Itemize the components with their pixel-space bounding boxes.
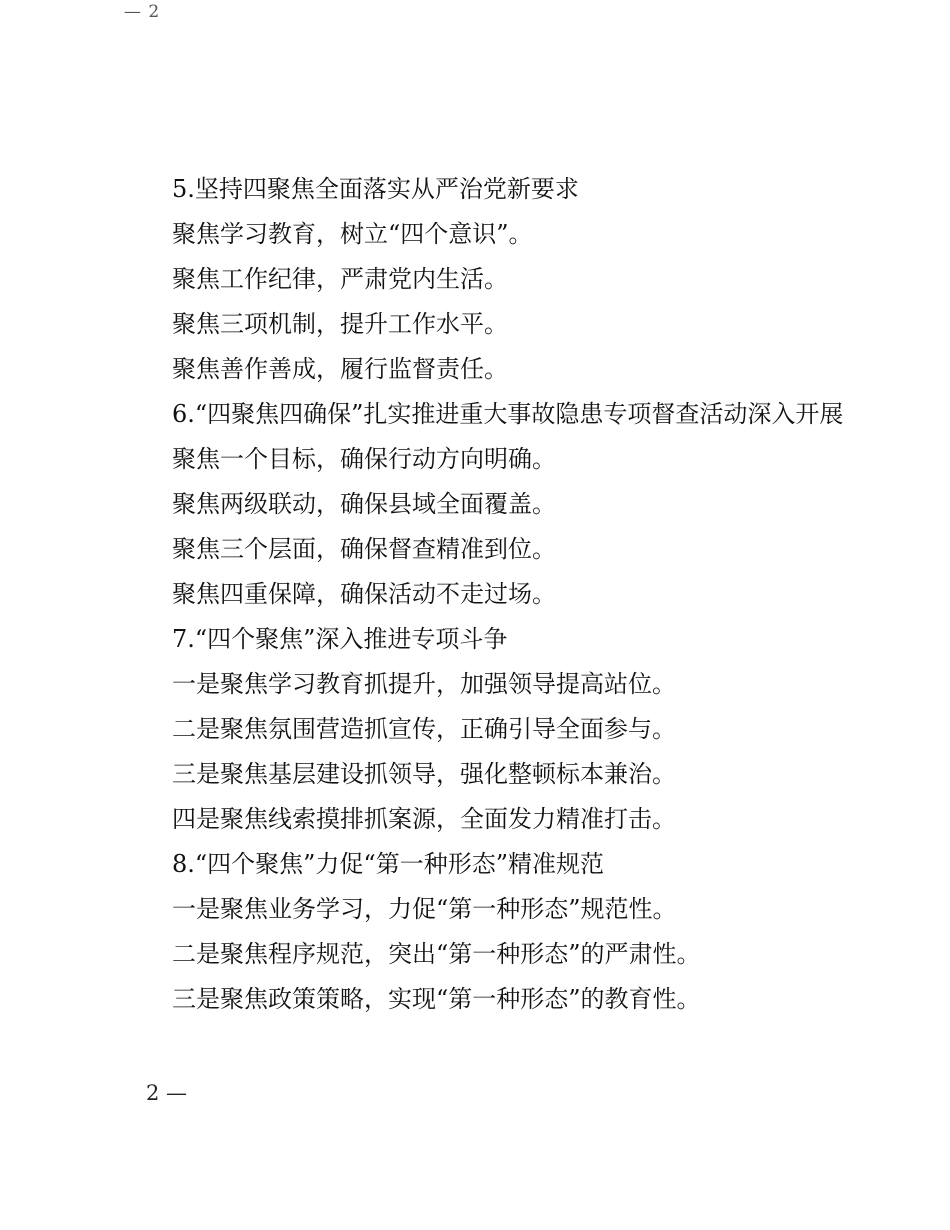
section-6-item: 聚焦三个层面，确保督查精准到位。 <box>172 535 556 563</box>
section-8-item: 一是聚焦业务学习，力促“第一种形态”规范性。 <box>172 895 677 923</box>
document-body <box>124 167 844 1022</box>
section-5-heading: 5.坚持四聚焦全面落实从严治党新要求 <box>172 175 579 203</box>
section-8-item: 三是聚焦政策策略，实现“第一种形态”的教育性。 <box>172 985 701 1013</box>
section-5-item: 聚焦善作善成，履行监督责任。 <box>172 355 508 383</box>
section-5-item: 聚焦学习教育，树立“四个意识”。 <box>172 220 533 248</box>
section-5-item: 聚焦工作纪律，严肃党内生活。 <box>172 265 508 293</box>
footer-page-number: 2 — <box>146 1081 188 1105</box>
section-6-item: 聚焦四重保障，确保活动不走过场。 <box>172 580 556 608</box>
section-7-item: 二是聚焦氛围营造抓宣传，正确引导全面参与。 <box>172 715 676 743</box>
section-6-item: 聚焦两级联动，确保县域全面覆盖。 <box>172 490 556 518</box>
header-page-number: — 2 <box>124 2 161 22</box>
section-5-item: 聚焦三项机制，提升工作水平。 <box>172 310 508 338</box>
section-7-item: 三是聚焦基层建设抓领导，强化整顿标本兼治。 <box>172 760 676 788</box>
section-7-item: 四是聚焦线索摸排抓案源，全面发力精准打击。 <box>172 805 676 833</box>
section-6-heading: 6.“四聚焦四确保”扎实推进重大事故隐患专项督查活动深入开展 <box>172 400 844 428</box>
section-6-item: 聚焦一个目标，确保行动方向明确。 <box>172 445 556 473</box>
section-7-heading: 7.“四个聚焦”深入推进专项斗争 <box>172 625 508 653</box>
section-8-heading: 8.“四个聚焦”力促“第一种形态”精准规范 <box>172 850 604 878</box>
section-7-item: 一是聚焦学习教育抓提升，加强领导提高站位。 <box>172 670 676 698</box>
section-8-item: 二是聚焦程序规范，突出“第一种形态”的严肃性。 <box>172 940 701 968</box>
